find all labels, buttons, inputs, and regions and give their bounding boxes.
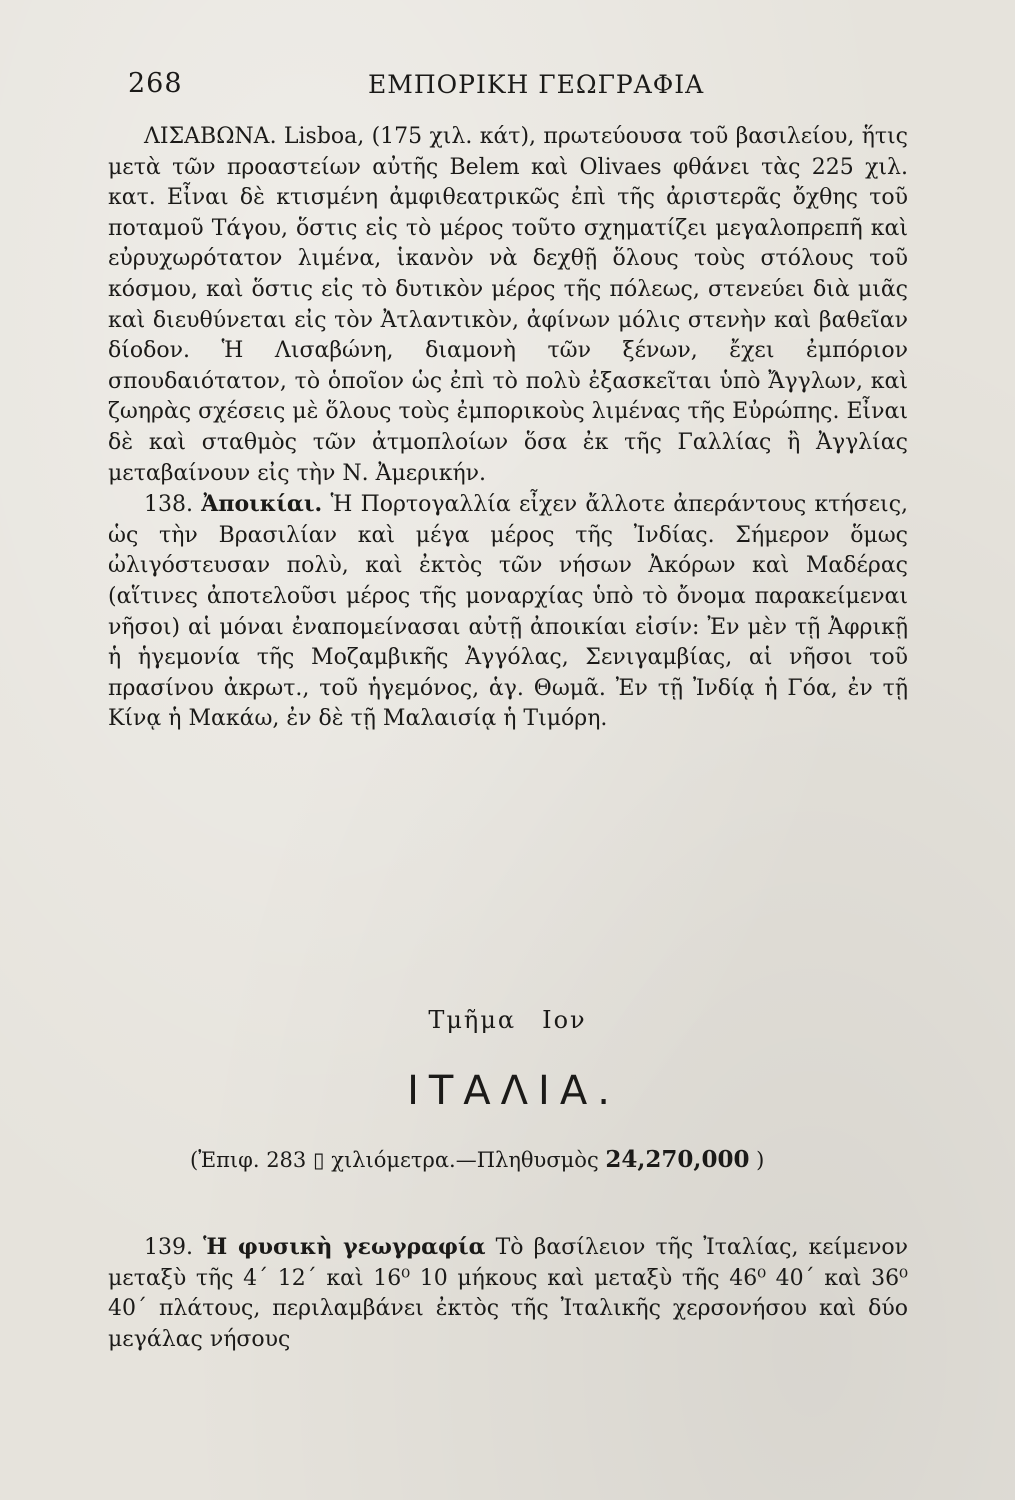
paragraph-physical-geography xyxy=(108,1232,908,1355)
section-number: 139. xyxy=(144,1235,193,1260)
stats-suffix: ) xyxy=(756,1148,765,1172)
part-word: Τμῆμα xyxy=(428,1006,517,1034)
paragraph-lisbon: ΛΙΣΑΒΩΝΑ. Lisboa, (175 χιλ. κάτ), πρωτεύουσα τοῦ βασιλείου, ἥτις μετὰ τῶν προαστείων αὐτῆς Belem καὶ Olivaes φθάνει τὰς 225 χιλ. κατ. Εἶναι δὲ κτισμένη ἀμφιθεατρικῶς ἐπὶ τῆς ἀριστερᾶς ὄχθης τοῦ ποταμοῦ Τάγου, ὅστις εἰς τὸ μέρος τοῦτο σχηματίζει μεγαλοπρεπῆ καὶ εὐρυχωρότατον λιμένα, ἱκανὸν νὰ δεχθῇ ὅλους τοὺς στόλους τοῦ κόσμου, καὶ ὅστις εἰς τὸ δυτικὸν μέρος τῆς πόλεως, στενεύει διὰ μιᾶς καὶ διευθύνεται εἰς τὸν Ἀτλαντικὸν, ἀφίνων μόλις στενὴν καὶ βαθεῖαν δίοδον. Ἡ Λισαβώνη, διαμονὴ τῶν ξένων, ἔχει ἐμπόριον σπουδαιότατον, τὸ ὁποῖον ὡς ἐπὶ τὸ πολὺ ἐξασκεῖται ὑπὸ Ἄγγλων, καὶ ζωηρὰς σχέσεις μὲ ὅλους τοὺς ἐμπορικοὺς λιμένας τῆς Εὐρώπης. Εἶναι δὲ καὶ σταθμὸς τῶν ἀτμοπλοίων ὅσα ἐκ τῆς Γαλλίας ἢ Ἀγγλίας μεταβαίνουν εἰς τὴν Ν. Ἀμερικήν. xyxy=(108,124,908,486)
square-symbol: ▯ xyxy=(312,1148,325,1172)
section-text: Τὸ βασίλειον τῆς Ἰταλίας, κείμενον μεταξὺ τῆς 4΄ 12΄ καὶ 16⁰ 10 μήκους καὶ μεταξὺ τῆς 46⁰ 40΄ καὶ 36⁰ 40΄ πλάτους, περιλαμβάνει ἐκτὸς τῆς Ἰταλικῆς χερσονήσου καὶ δύο μεγάλας νήσους xyxy=(108,1235,908,1352)
country-title: ΙΤΑΛΙΑ. xyxy=(407,1068,620,1114)
running-head xyxy=(128,68,888,108)
stats-unit: χιλιόμετρα.—Πληθυσμὸς xyxy=(331,1148,599,1172)
section-heading: Ἀποικίαι. xyxy=(201,491,323,518)
final-text xyxy=(108,1232,908,1355)
section-heading: Ἡ φυσικὴ γεωγραφία xyxy=(203,1234,486,1260)
section-text: Ἡ Πορτογαλλία εἶχεν ἄλλοτε ἀπεράντους κτήσεις, ὡς τὴν Βρασιλίαν καὶ μέγα μέρος τῆς Ἰνδίας. Σήμερον ὅμως ὠλιγόστευσαν πολὺ, καὶ ἐκτὸς τῶν νήσων Ἀκόρων καὶ Μαδέρας (αἵτινες ἀποτελοῦσι μέρος τῆς μοναρχίας ὑπὸ τὸ ὄνομα παρακείμεναι νῆσοι) αἱ μόναι ἐναπομείνασαι αὐτῇ ἀποικίαι εἰσίν: Ἐν μὲν τῇ Ἀφρικῇ ἡ ἡγεμονία τῆς Μοζαμβικῆς Ἀγγόλας, Σενιγαμβίας, αἱ νῆσοι τοῦ πρασίνου ἀκρωτ., τοῦ ἡγεμόνος, ἁγ. Θωμᾶ. Ἐν τῇ Ἰνδίᾳ ἡ Γόα, ἐν τῇ Κίνᾳ ἡ Μακάω, ἐν δὲ τῇ Μαλαισίᾳ ἡ Τιμόρη. xyxy=(108,492,909,732)
running-title: ΕΜΠΟΡΙΚΗ ΓΕΩΓΡΑΦΙΑ xyxy=(368,70,705,99)
country-stats xyxy=(190,1146,830,1173)
section-number: 138. xyxy=(144,492,193,518)
page-number: 268 xyxy=(128,68,183,99)
paragraph-colonies xyxy=(108,489,908,735)
stats-area: (Ἐπιφ. 283 xyxy=(190,1148,307,1172)
body-text xyxy=(108,122,908,735)
part-heading xyxy=(0,1006,1015,1034)
part-ordinal: Ιον xyxy=(542,1006,587,1034)
stats-population: 24,270,000 xyxy=(605,1146,750,1173)
